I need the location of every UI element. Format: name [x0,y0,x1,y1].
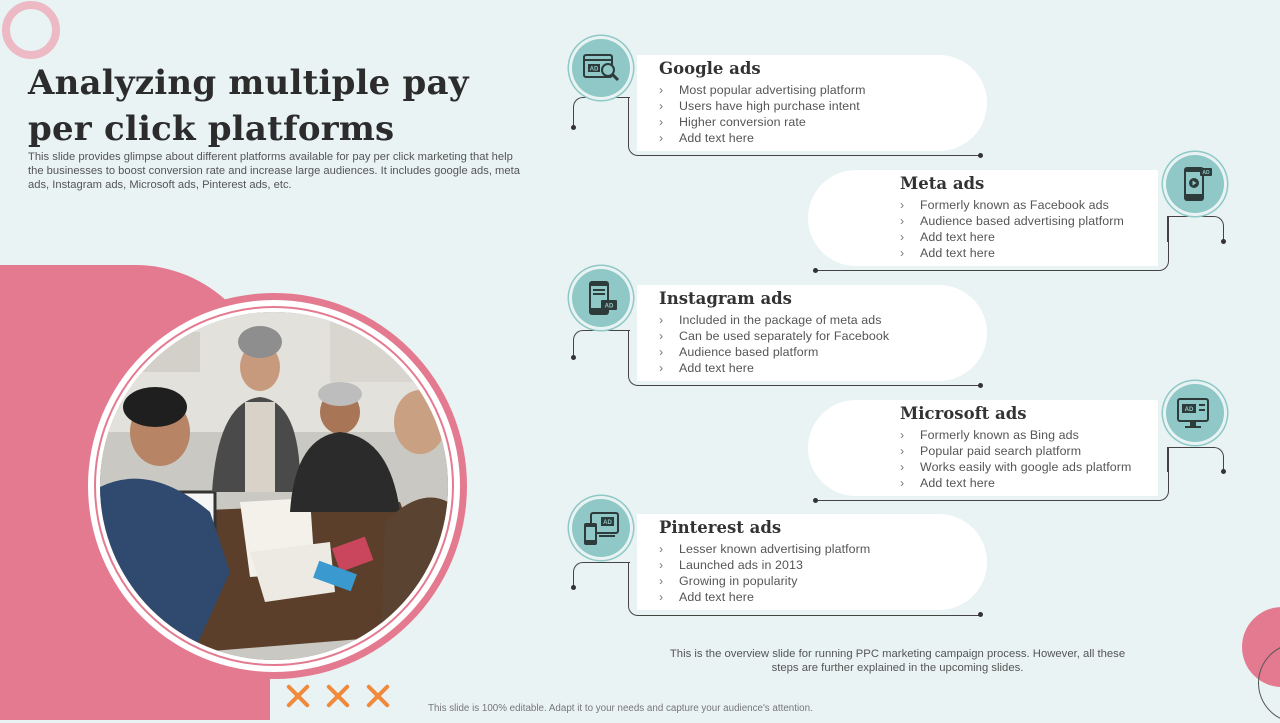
chevron-right-icon: › [659,313,664,327]
connector-dot [571,355,576,360]
svg-text:AD: AD [1184,407,1194,413]
list-item: › Works easily with google ads platform [900,460,1132,474]
platform-card-google [637,55,987,151]
page-title [28,60,488,152]
desktop-ad-icon [1166,384,1224,442]
svg-text:AD: AD [603,520,612,526]
chevron-right-icon: › [659,345,664,359]
platform-card-instagram [637,285,987,381]
platform-points [659,82,987,146]
chevron-right-icon: › [659,574,664,588]
chevron-right-icon: › [900,428,905,442]
list-item: › Included in the package of meta ads [659,313,882,327]
platform-name: Microsoft ads [900,404,1027,423]
cross-icon [325,683,351,709]
chevron-right-icon: › [659,99,664,113]
list-item: › Audience based platform [659,345,819,359]
chevron-right-icon: › [900,460,905,474]
chevron-right-icon: › [659,131,664,145]
chevron-right-icon: › [900,214,905,228]
editable-note: This slide is 100% editable. Adapt it to your needs and capture your audience's attention. [428,703,813,714]
page-subtitle: This slide provides glimpse about different platforms available for pay per click marketing that help the businesses to boost conversion rate and increase large audiences. It includes google ads, meta ads, Instagram ads, Microsoft ads, Pinterest ads, etc. [28,151,520,191]
list-item: › Higher conversion rate [659,115,806,129]
svg-text:AD: AD [1202,170,1210,176]
mobile-video-ad-icon [1166,155,1224,213]
list-item: › Add text here [659,361,755,375]
platform-name: Pinterest ads [659,518,782,537]
platform-name: Instagram ads [659,289,792,308]
chevron-right-icon: › [900,246,905,260]
chevron-right-icon: › [659,83,664,97]
connector-dot [813,498,818,503]
chevron-right-icon: › [659,542,664,556]
platform-points [659,312,987,376]
list-item: › Add text here [659,590,755,604]
team-meeting-photo [100,312,448,660]
cross-icon [285,683,311,709]
cross-icon [365,683,391,709]
list-item: › Launched ads in 2013 [659,558,803,572]
platform-name: Google ads [659,59,761,78]
connector-line [573,97,630,128]
list-item: › Add text here [900,476,996,490]
list-item: › Formerly known as Facebook ads [900,198,1109,212]
connector-dot [571,125,576,130]
mobile-ad-icon [572,269,630,327]
list-item: › Users have high purchase intent [659,99,860,113]
chevron-right-icon: › [900,444,905,458]
list-item: › Can be used separately for Facebook [659,329,890,343]
ad-search-icon [572,39,630,97]
decorative-cross-marks [285,683,391,709]
connector-line [1167,447,1224,472]
connector-dot [1221,469,1226,474]
list-item: › Add text here [900,246,996,260]
list-item: › Lesser known advertising platform [659,542,871,556]
connector-dot [1221,239,1226,244]
connector-line [573,330,630,357]
chevron-right-icon: › [900,198,905,212]
connector-line [573,562,630,588]
list-item: › Add text here [900,230,996,244]
list-item: › Formerly known as Bing ads [900,428,1079,442]
decorative-ring [2,1,60,59]
list-item: › Growing in popularity [659,574,798,588]
chevron-right-icon: › [659,361,664,375]
chevron-right-icon: › [659,329,664,343]
chevron-right-icon: › [900,476,905,490]
platform-name: Meta ads [900,174,985,193]
list-item: › Add text here [659,131,755,145]
platform-points [900,427,1158,491]
title-line-1: Analyzing multiple pay [28,63,469,103]
platform-card-microsoft [808,400,1158,496]
connector-dot [978,612,983,617]
list-item: › Most popular advertising platform [659,83,866,97]
multi-device-ad-icon [572,499,630,557]
platform-points [900,197,1158,261]
connector-dot [571,585,576,590]
connector-dot [978,383,983,388]
connector-dot [813,268,818,273]
platform-card-pinterest [637,514,987,610]
connector-dot [978,153,983,158]
svg-text:AD: AD [589,66,599,73]
list-item: › Audience based advertising platform [900,214,1124,228]
chevron-right-icon: › [900,230,905,244]
overview-footnote: This is the overview slide for running PPC marketing campaign process. However, all these steps are further explained in the upcoming slides. [669,648,1126,674]
chevron-right-icon: › [659,558,664,572]
chevron-right-icon: › [659,590,664,604]
platform-card-meta [808,170,1158,266]
svg-text:AD: AD [604,303,614,310]
platform-points [659,541,987,605]
list-item: › Popular paid search platform [900,444,1082,458]
chevron-right-icon: › [659,115,664,129]
title-line-2: per click platforms [28,109,395,149]
connector-line [1167,216,1224,242]
